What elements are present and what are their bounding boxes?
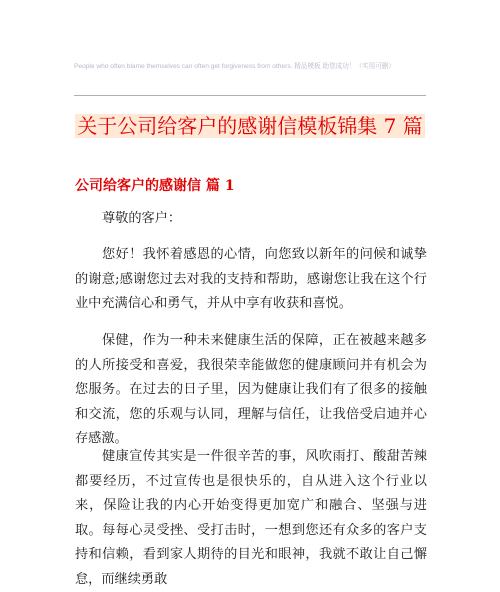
- header-tagline: People who often blame themselves can often get forgiveness from others. 精品模板 助您成功！（实用可删）: [74, 63, 396, 70]
- paragraph-3: 健康宣传其实是一件很辛苦的事，风吹雨打、酸甜苦辣都要经历，不过宣传也是很快乐的，自从进入这个行业以来，保险让我的内心开始变得更加宽广和融合、坚强与进取。每每心灵受挫、受打击时，一想到您还有众多的客户支持和信赖，看到家人期待的目光和眼神，我就不敢让自己懈怠，而继续勇敢: [75, 449, 427, 587]
- document-title-text: 关于公司给客户的感谢信模板锦集 7 篇: [77, 114, 423, 138]
- document-title: [0, 112, 500, 140]
- paragraph-2: 保健，作为一种未来健康生活的保障，正在被越来越多的人所接受和喜爱，我很荣幸能做您的健康顾问并有机会为您服务。在过去的日子里，因为健康让我们有了很多的接触和交流，您的乐观与认同，理解与信任，让我倍受启迪并心存感激。: [75, 333, 427, 446]
- paragraph-1: 您好！我怀着感恩的心情，向您致以新年的问候和诚挚的谢意;感谢您过去对我的支持和帮助，感谢您让我在这个行业中充满信心和勇气，并从中享有收获和喜悦。: [75, 247, 427, 311]
- section-title: 公司给客户的感谢信 篇 1: [75, 178, 235, 194]
- header-divider: [74, 95, 426, 96]
- letter-greeting: 尊敬的客户：: [102, 211, 182, 226]
